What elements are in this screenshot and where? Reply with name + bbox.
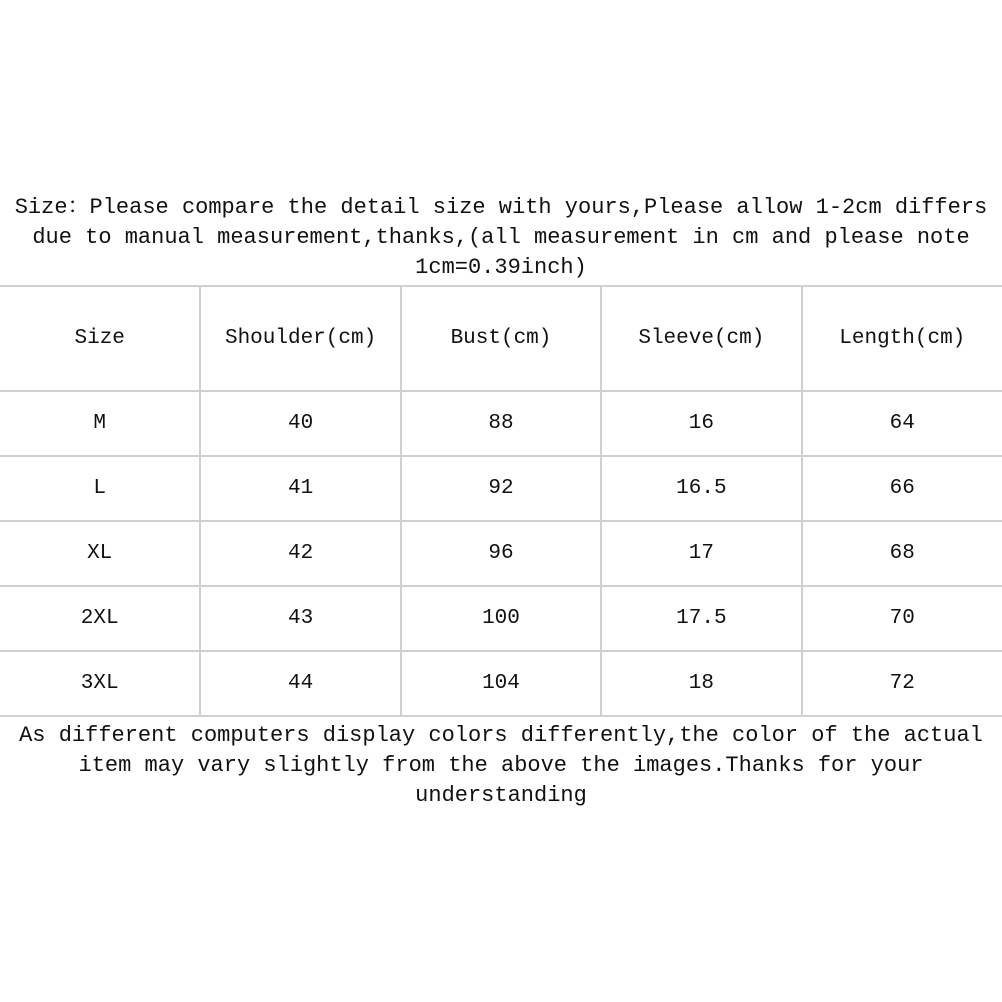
table-row [0, 651, 1002, 716]
header-size: Size [0, 286, 200, 391]
cell-shoulder: 41 [200, 456, 400, 521]
cell-length: 68 [802, 521, 1002, 586]
disclaimer-line: As different computers display colors differently,the color of the actual [19, 723, 983, 748]
cell-length: 70 [802, 586, 1002, 651]
table-row [0, 586, 1002, 651]
cell-size: XL [0, 521, 200, 586]
table-row [0, 521, 1002, 586]
cell-shoulder: 43 [200, 586, 400, 651]
cell-bust: 104 [401, 651, 601, 716]
cell-sleeve: 17 [601, 521, 801, 586]
cell-length: 66 [802, 456, 1002, 521]
cell-bust: 96 [401, 521, 601, 586]
color-disclaimer [0, 721, 1002, 811]
header-length: Length(cm) [802, 286, 1002, 391]
cell-size: M [0, 391, 200, 456]
cell-size: 3XL [0, 651, 200, 716]
cell-sleeve: 16.5 [601, 456, 801, 521]
disclaimer-line: understanding [415, 783, 587, 808]
header-shoulder: Shoulder(cm) [200, 286, 400, 391]
size-note-line: 1cm=0.39inch) [415, 255, 587, 280]
cell-shoulder: 44 [200, 651, 400, 716]
header-sleeve: Sleeve(cm) [601, 286, 801, 391]
table-row [0, 391, 1002, 456]
cell-bust: 100 [401, 586, 601, 651]
size-note [0, 193, 1002, 283]
cell-bust: 92 [401, 456, 601, 521]
size-note-line: Size：Please compare the detail size with yours,Please allow 1-2cm differs [14, 195, 988, 220]
size-note-line: due to manual measurement,thanks,(all measurement in cm and please note [32, 225, 970, 250]
table-header-row [0, 286, 1002, 391]
size-chart-table [0, 285, 1002, 717]
cell-length: 72 [802, 651, 1002, 716]
cell-size: 2XL [0, 586, 200, 651]
cell-bust: 88 [401, 391, 601, 456]
table-row [0, 456, 1002, 521]
header-bust: Bust(cm) [401, 286, 601, 391]
cell-length: 64 [802, 391, 1002, 456]
cell-sleeve: 16 [601, 391, 801, 456]
cell-sleeve: 18 [601, 651, 801, 716]
disclaimer-line: item may vary slightly from the above the images.Thanks for your [78, 753, 924, 778]
cell-shoulder: 42 [200, 521, 400, 586]
cell-shoulder: 40 [200, 391, 400, 456]
cell-sleeve: 17.5 [601, 586, 801, 651]
cell-size: L [0, 456, 200, 521]
